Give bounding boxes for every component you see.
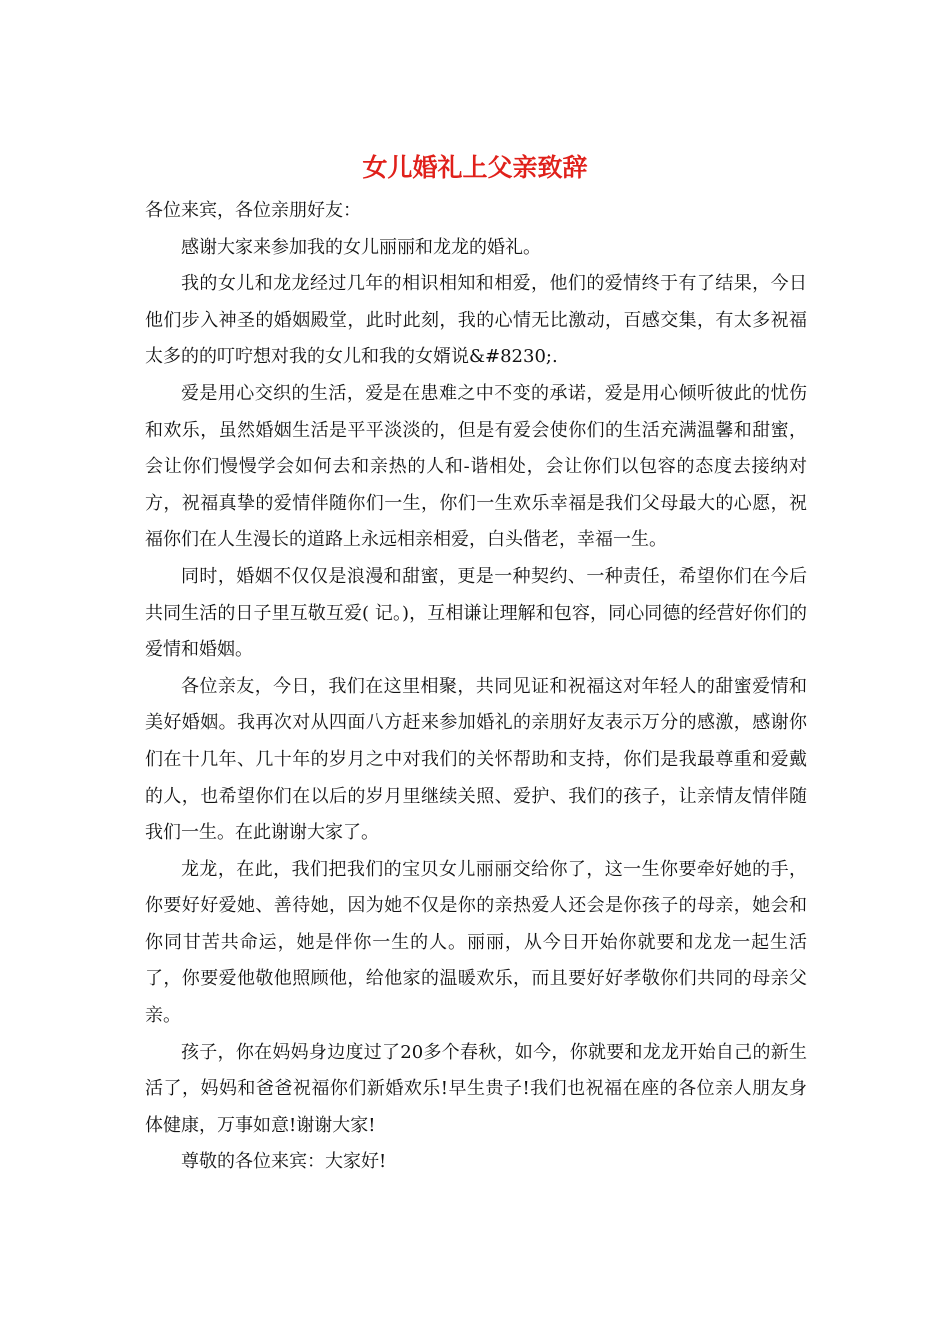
paragraph-thanks: 感谢大家来参加我的女儿丽丽和龙龙的婚礼。 — [181, 236, 541, 258]
paragraph-marriage-responsibility: 同时，婚姻不仅仅是浪漫和甜蜜，更是一种契约、一种责任，希望你们在今后共同生活的日子里互敬互爱( 记。)，互相谦让理解和包容，同心同德的经营好你们的爱情和婚姻。 — [145, 565, 807, 661]
paragraph-to-daughter: 孩子，你在妈妈身边度过了20多个春秋，如今，你就要和龙龙开始自己的新生活了，妈妈和爸爸祝福你们新婚欢乐!早生贵子!我们也祝福在座的各位亲人朋友身体健康，万事如意!谢谢大家! — [145, 1041, 807, 1136]
paragraph-love-story: 我的女儿和龙龙经过几年的相识相知和相爱，他们的爱情终于有了结果，今日他们步入神圣的婚姻殿堂，此时此刻，我的心情无比激动，百感交集，有太多祝福太多的的叮咛想对我的女儿和我的女婿说&#8230;. — [145, 273, 807, 368]
salutation: 各位来宾，各位亲朋好友： — [145, 200, 361, 221]
document-title: 女儿婚礼上父亲致辞 — [362, 153, 588, 182]
paragraph-to-son-in-law: 龙龙，在此，我们把我们的宝贝女儿丽丽交给你了，这一生你要牵好她的手，你要好好爱她、善待她，因为她不仅是你的亲热爱人还会是你孩子的母亲，她会和你同甘苦共命运，她是伴你一生的人。丽丽，从今日开始你就要和龙龙一起生活了，你要爱他敬他照顾他，给他家的温暖欢乐，而且要好好孝敬你们共同的母亲父亲。 — [145, 858, 807, 1027]
document-body — [145, 193, 807, 1181]
paragraph-closing-greeting: 尊敬的各位来宾：大家好! — [181, 1151, 387, 1173]
paragraph-meaning-of-love: 爱是用心交织的生活，爱是在患难之中不变的承诺，爱是用心倾听彼此的忧伤和欢乐，虽然婚姻生活是平平淡淡的，但是有爱会使你们的生活充满温馨和甜蜜，会让你们慢慢学会如何去和亲热的人和-谐相处，会让你们以包容的态度去接纳对方，祝福真挚的爱情伴随你们一生，你们一生欢乐幸福是我们父母最大的心愿，祝福你们在人生漫长的道路上永远相亲相爱，白头偕老，幸福一生。 — [145, 382, 807, 551]
paragraph-thanks-guests: 各位亲友，今日，我们在这里相聚，共同见证和祝福这对年轻人的甜蜜爱情和美好婚姻。我再次对从四面八方赶来参加婚礼的亲朋好友表示万分的感激，感谢你们在十几年、几十年的岁月之中对我们的关怀帮助和支持，你们是我最尊重和爱戴的人，也希望你们在以后的岁月里继续关照、爱护、我们的孩子，让亲情友情伴随我们一生。在此谢谢大家了。 — [145, 675, 807, 844]
